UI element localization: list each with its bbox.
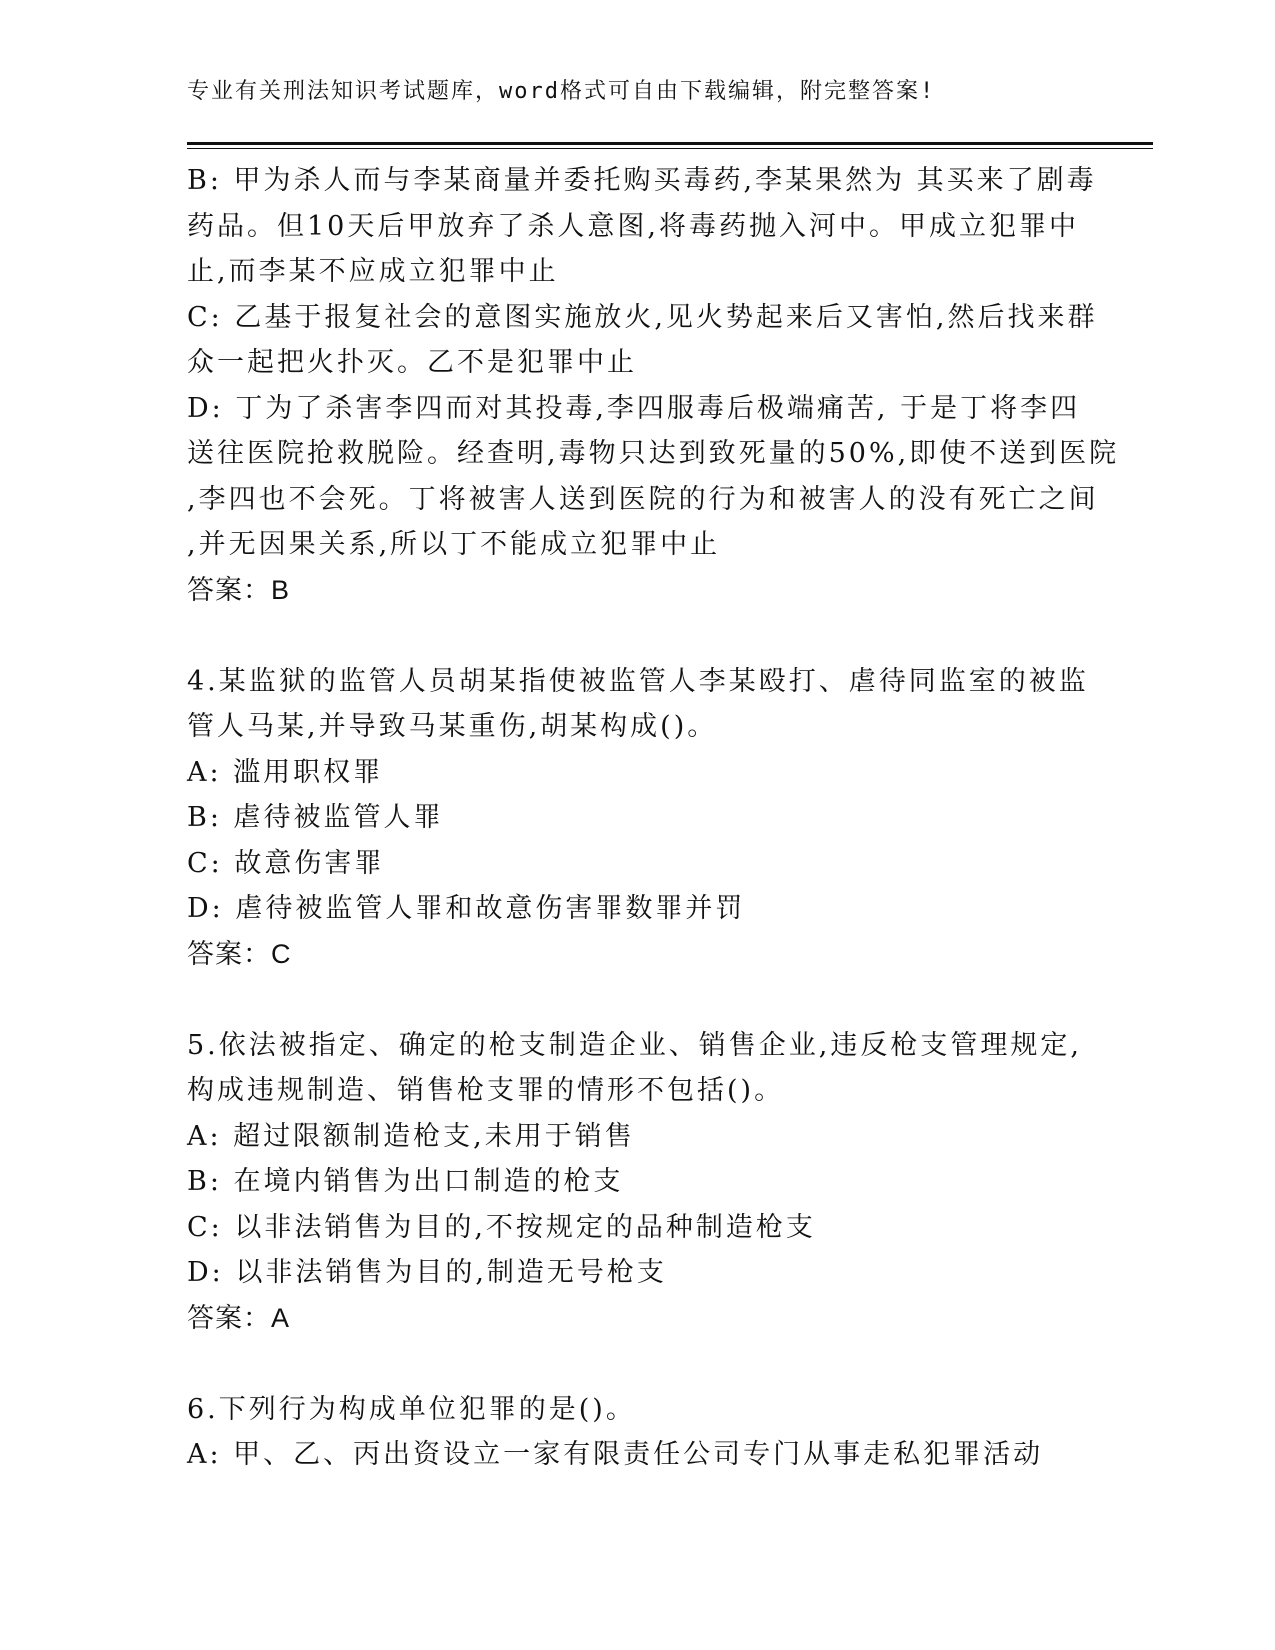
question-5 — [187, 1023, 1087, 1342]
option-line: B: 甲为杀人而与李某商量并委托购买毒药,李某果然为 其买来了剧毒 — [187, 165, 1097, 196]
option-line: ,李四也不会死。丁将被害人送到医院的行为和被害人的没有死亡之间 — [187, 483, 1099, 515]
question-5-stem: 构成违规制造、销售枪支罪的情形不包括()。 — [187, 1075, 785, 1106]
option-line: ,并无因果关系,所以丁不能成立犯罪中止 — [187, 529, 721, 560]
question-4-option-d: D: 虐待被监管人罪和故意伤害罪数罪并罚 — [187, 893, 746, 924]
question-4-option-c: C: 故意伤害罪 — [187, 847, 385, 879]
spacer — [187, 613, 1087, 659]
question-5-answer: 答案：A — [187, 1302, 291, 1333]
question-5-option-c: C: 以非法销售为目的,不按规定的品种制造枪支 — [187, 1211, 816, 1243]
option-line: 送往医院抢救脱险。经查明,毒物只达到致死量的50%,即使不送到医院 — [187, 438, 1120, 469]
question-4-option-a: A: 滥用职权罪 — [187, 756, 384, 788]
option-line: 止,而李某不应成立犯罪中止 — [187, 256, 559, 287]
question-6-option-a: A: 甲、乙、丙出资设立一家有限责任公司专门从事走私犯罪活动 — [187, 1439, 1044, 1470]
spacer — [187, 1341, 1087, 1387]
header-rule-thin — [187, 148, 1153, 149]
question-4-option-b: B: 虐待被监管人罪 — [187, 802, 444, 833]
option-line: 众一起把火扑灭。乙不是犯罪中止 — [187, 347, 637, 378]
question-3-option-c — [187, 295, 1098, 386]
question-4 — [187, 659, 1087, 978]
question-5-option-a: A: 超过限额制造枪支,未用于销售 — [187, 1120, 635, 1152]
question-3-answer: 答案：B — [187, 574, 291, 605]
question-6 — [187, 1387, 1087, 1478]
question-4-stem: 4.某监狱的监管人员胡某指使被监管人李某殴打、虐待同监室的被监 — [187, 665, 1089, 697]
question-4-answer: 答案：C — [187, 938, 292, 969]
header-rule-thick — [187, 142, 1153, 145]
document-body — [187, 158, 1120, 1478]
question-3-option-b — [187, 158, 1097, 295]
question-6-stem: 6.下列行为构成单位犯罪的是()。 — [187, 1393, 636, 1425]
spacer — [187, 977, 1087, 1023]
question-3-option-d — [187, 386, 1120, 568]
question-5-option-b: B: 在境内销售为出口制造的枪支 — [187, 1166, 624, 1197]
question-5-option-d: D: 以非法销售为目的,制造无号枪支 — [187, 1257, 667, 1288]
option-line: C: 乙基于报复社会的意图实施放火,见火势起来后又害怕,然后找来群 — [187, 301, 1098, 333]
page-header: 专业有关刑法知识考试题库，word格式可自由下载编辑，附完整答案! — [187, 79, 936, 104]
option-line: D: 丁为了杀害李四而对其投毒,李四服毒后极端痛苦, 于是丁将李四 — [187, 392, 1081, 424]
question-4-stem: 管人马某,并导致马某重伤,胡某构成()。 — [187, 711, 718, 742]
question-5-stem: 5.依法被指定、确定的枪支制造企业、销售企业,违反枪支管理规定, — [187, 1029, 1082, 1061]
option-line: 药品。但10天后甲放弃了杀人意图,将毒药抛入河中。甲成立犯罪中 — [187, 210, 1079, 242]
